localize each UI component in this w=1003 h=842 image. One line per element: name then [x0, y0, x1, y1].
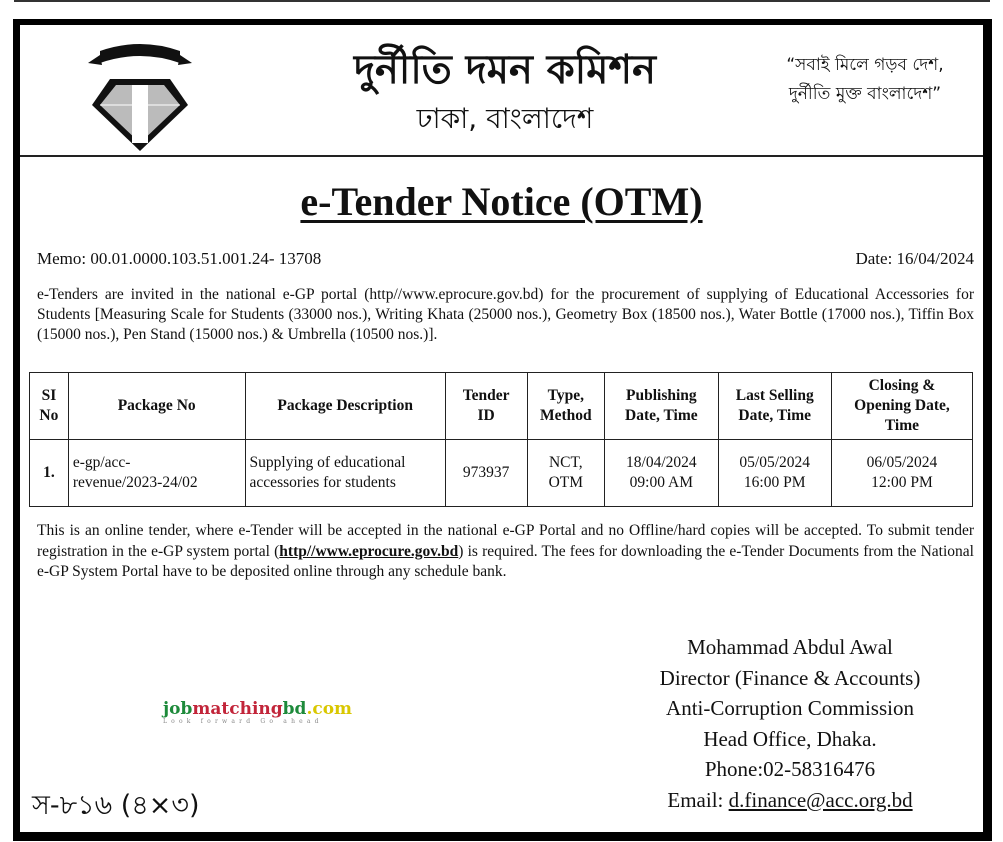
letterhead [20, 25, 983, 157]
notice-frame [13, 19, 992, 841]
slogan-line-2: দুর্নীতি মুক্ত বাংলাদেশ” [788, 84, 942, 104]
slogan-line-1: “সবাই মিলে গড়ব দেশ, [786, 55, 944, 75]
col-closing-opening: Closing & Opening Date, Time [831, 373, 972, 440]
signatory-designation: Director (Finance & Accounts) [659, 665, 921, 690]
signatory-organization: Anti-Corruption Commission [666, 696, 914, 720]
cell-package-description: Supplying of educational accessories for students [245, 440, 445, 507]
top-rule [14, 0, 990, 2]
notice-date: Date: 16/04/2024 [855, 249, 974, 268]
online-tender-paragraph: This is an online tender, where e-Tender will be accepted in the national e-GP Portal and no Offline/hard copies will be accepted. To submit tender registration in the e-GP system portal (http//www.eprocure.gov.bd) is required. The fees for downloading the e-Tender Documents from the National e-GP System Portal have to be deposited online through any schedule bank. [37, 522, 974, 580]
col-last-selling: Last Selling Date, Time [718, 373, 831, 440]
col-publishing: Publishing Date, Time [605, 373, 718, 440]
col-package-description: Package Description [245, 373, 445, 440]
cell-type-method: NCT, OTM [527, 440, 605, 507]
memo-number: Memo: 00.01.0000.103.51.001.24- 13708 [37, 249, 322, 268]
col-sl-no: SI No [30, 373, 69, 440]
table-header-row [30, 373, 973, 440]
cell-tender-id: 973937 [445, 440, 527, 507]
email-link[interactable]: d.finance@acc.org.bd [728, 787, 913, 812]
acc-logo-icon [80, 41, 200, 153]
cell-last-selling: 05/05/2024 16:00 PM [718, 440, 831, 507]
col-tender-id: Tender ID [445, 373, 527, 440]
signatory-office: Head Office, Dhaka. [703, 726, 877, 751]
signatory-name: Mohammad Abdul Awal [687, 635, 893, 659]
organization-name-bn: দুর্নীতি দমন কমিশন [354, 47, 656, 93]
cell-sl: 1. [30, 440, 69, 507]
watermark-tagline: Look forward Go ahead [163, 718, 323, 725]
signatory-phone: Phone:02-58316476 [704, 757, 876, 781]
cell-publishing: 18/04/2024 09:00 AM [605, 440, 718, 507]
jobmatchingbd-watermark: jobmatchingbd.com Look forward Go ahead [163, 699, 353, 725]
publication-code: স-৮১৬ (৪×৩) [32, 790, 200, 821]
cell-package-no: e-gp/acc- revenue/2023-24/02 [68, 440, 245, 507]
eprocure-link[interactable]: http//www.eprocure.gov.bd [279, 542, 459, 560]
col-type-method: Type, Method [527, 373, 605, 440]
location-bn: ঢাকা, বাংলাদেশ [416, 102, 594, 135]
intro-paragraph: e-Tenders are invited in the national e-GP portal (http//www.eprocure.gov.bd) for the procurement of supplying of Educational Accessories for Students [Measuring Scale for Students (33000 nos.), Writing Khata (25000 nos.), Geometry Box (18500 nos.), Water Bottle (17000 nos.), Tiffin Box (15000 nos.), Pen Stand (15000 nos.) & Umbrella (10500 nos.)]. [37, 286, 974, 343]
signature-block [605, 632, 975, 815]
cell-closing-opening: 06/05/2024 12:00 PM [831, 440, 972, 507]
col-package-no: Package No [68, 373, 245, 440]
tender-table [29, 372, 973, 507]
table-row [30, 440, 973, 507]
signatory-email-line: Email: d.finance@acc.org.bd [667, 787, 913, 812]
notice-title: e-Tender Notice (OTM) [300, 179, 703, 224]
slogan [755, 51, 975, 109]
